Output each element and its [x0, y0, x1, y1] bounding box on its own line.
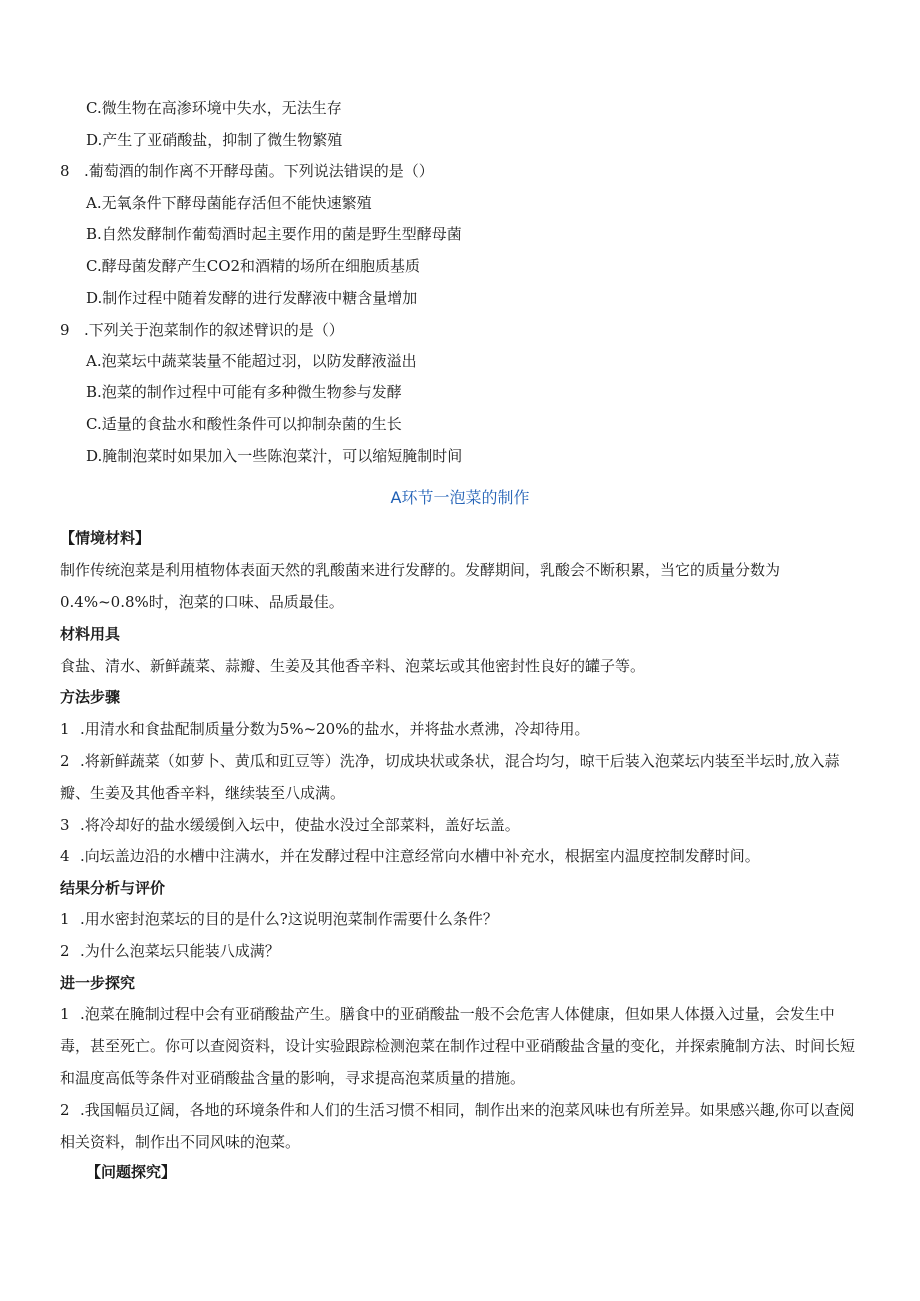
q8-option-b: B.自然发酵制作葡萄酒时起主要作用的菌是野生型酵母菌	[86, 225, 462, 243]
context-text: 制作传统泡菜是利用植物体表面天然的乳酸菌来进行发酵的。发酵期间，乳酸会不断积累，当它的质量分数为0.4%~0.8%时，泡菜的口味、品质最佳。	[60, 561, 781, 611]
q9-stem-text: .下列关于泡菜制作的叙述臂识的是（）	[84, 321, 344, 339]
q8-option-d: D.制作过程中随着发酵的进行发酵液中糖含量增加	[86, 289, 418, 307]
explore-2	[60, 1094, 860, 1158]
explore-2-text: .我国幅员辽阔，各地的环境条件和人们的生活习惯不相同，制作出来的泡菜风味也有所差异。如果感兴趣,你可以查阅相关资料，制作出不同风味的泡菜。	[60, 1101, 855, 1151]
step-3-text: .将冷却好的盐水缓缓倒入坛中，使盐水没过全部菜料，盖好坛盖。	[80, 816, 520, 834]
step-2	[60, 745, 860, 809]
analysis-1	[60, 903, 860, 935]
explore-1	[60, 998, 860, 1094]
q9-number: 9	[60, 321, 70, 339]
q7-option-c: C.微生物在高渗环境中失水，无法生存	[86, 99, 342, 117]
explore-heading: 进一步探究	[60, 974, 136, 992]
q9-option-a: A.泡菜坛中蔬菜装量不能超过羽，以防发酵液溢出	[86, 352, 417, 370]
materials-heading: 材料用具	[60, 625, 121, 643]
q8-stem-text: .葡萄酒的制作离不开酵母菌。下列说法错误的是（）	[84, 162, 434, 180]
q9-option-b: B.泡菜的制作过程中可能有多种微生物参与发酵	[86, 383, 402, 401]
steps-heading: 方法步骤	[60, 688, 121, 706]
section-title: A环节一泡菜的制作	[390, 488, 530, 507]
q8-option-a: A.无氧条件下酵母菌能存活但不能快速繁殖	[86, 194, 372, 212]
q9-option-d: D.腌制泡菜时如果加入一些陈泡菜汁，可以缩短腌制时间	[86, 447, 463, 465]
q8-option-c: C.酵母菌发酵产生CO2和酒精的场所在细胞质基质	[86, 257, 421, 275]
step-1-text: .用清水和食盐配制质量分数为5%~20%的盐水，并将盐水煮沸，冷却待用。	[80, 720, 590, 738]
analysis-1-number: 1	[60, 910, 70, 928]
analysis-2-number: 2	[60, 942, 70, 960]
explore-2-number: 2	[60, 1101, 70, 1119]
step-2-number: 2	[60, 752, 70, 770]
step-4	[60, 840, 860, 872]
context-heading: 【情境材料】	[60, 529, 151, 547]
q9-stem	[60, 320, 344, 340]
step-3-number: 3	[60, 816, 70, 834]
analysis-heading: 结果分析与评价	[60, 879, 166, 897]
step-4-text: .向坛盖边沿的水槽中注满水，并在发酵过程中注意经常向水槽中补充水，根据室内温度控制发酵时间。	[80, 847, 760, 865]
step-3	[60, 809, 860, 841]
problem-heading: 【问题探究】	[86, 1163, 177, 1181]
step-4-number: 4	[60, 847, 70, 865]
q7-option-d: D.产生了亚硝酸盐，抑制了微生物繁殖	[86, 131, 343, 149]
q8-number: 8	[60, 162, 70, 180]
step-1	[60, 713, 860, 745]
explore-1-text: .泡菜在腌制过程中会有亚硝酸盐产生。膳食中的亚硝酸盐一般不会危害人体健康，但如果人体摄入过量，会发生中毒，甚至死亡。你可以查阅资料，设计实验跟踪检测泡菜在制作过程中亚硝酸盐含量的变化，并探索腌制方法、时间长短和温度高低等条件对亚硝酸盐含量的影响，寻求提高泡菜质量的措施。	[60, 1005, 856, 1087]
analysis-2-text: .为什么泡菜坛只能装八成满？	[80, 942, 280, 960]
step-1-number: 1	[60, 720, 70, 738]
materials-text: 食盐、清水、新鲜蔬菜、蒜瓣、生姜及其他香辛料、泡菜坛或其他密封性良好的罐子等。	[60, 657, 646, 675]
q8-stem	[60, 161, 434, 181]
q9-option-c: C.适量的食盐水和酸性条件可以抑制杂菌的生长	[86, 415, 402, 433]
analysis-2	[60, 935, 860, 967]
step-2-text: .将新鲜蔬菜（如萝卜、黄瓜和豇豆等）洗净，切成块状或条状，混合均匀，晾干后装入泡菜坛内装至半坛时,放入蒜瓣、生姜及其他香辛料，继续装至八成满。	[60, 752, 840, 802]
explore-1-number: 1	[60, 1005, 70, 1023]
analysis-1-text: .用水密封泡菜坛的目的是什么?这说明泡菜制作需要什么条件？	[80, 910, 498, 928]
